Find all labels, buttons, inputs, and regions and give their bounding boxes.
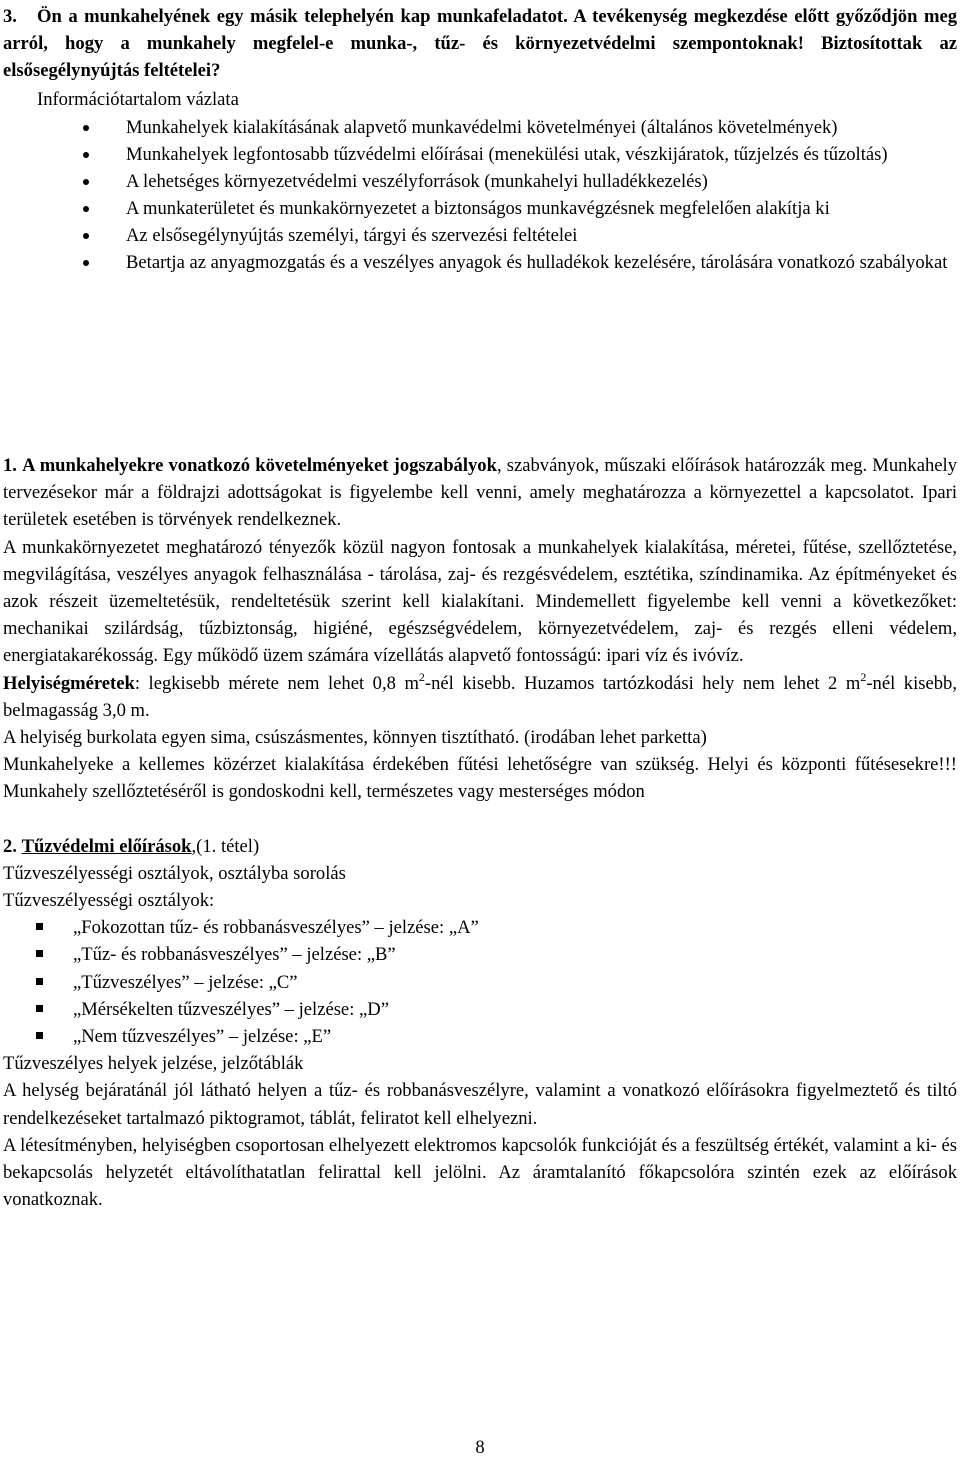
section1-paragraph2: A munkakörnyezetet meghatározó tényezők közül nagyon fontosak a munkahelyek kialakítása, méretei, fűtése, szellőztetése, megvilágítása, veszélyes anyagok felhasználása - tárolása, zaj- és rezgésvédelem, esztétika, színdinamika. Az építményeket és azok részeit üzemeltetésük, rendeltetésük szerint kell kialakítani. Mindemellett figyelembe kell venni a következőket: mechanikai szilárdság, tűzbiztonság, higiéné, egészségvédelem, környezetvédelem, zaj- és rezgés elleni védelem, energiatakarékosság. Egy működő üzem számára vízellátás alapvető fontosságú: ipari víz és ivóvíz. <box>3 536 957 667</box>
section2-title: Tűzvédelmi előírások <box>21 835 192 857</box>
outline-item: Munkahelyek kialakításának alapvető munkavédelmi követelményei (általános követelmények) <box>3 114 957 141</box>
fire-class-item: „Nem tűzveszélyes” – jelzése: „E” <box>3 1023 957 1050</box>
bullet-icon <box>83 233 89 239</box>
section1-paragraph4: A helyiség burkolata egyen sima, csúszásmentes, könnyen tisztítható. (irodában lehet parketta) <box>3 727 707 749</box>
task-number: 3. <box>3 6 17 27</box>
section1-number: 1. <box>3 455 17 476</box>
bullet-icon <box>83 125 89 131</box>
section1-bold-lead: A munkahelyekre vonatkozó követelményeket jogszabályok <box>22 455 497 476</box>
task-statement <box>3 3 957 84</box>
outline-item: A lehetséges környezetvédelmi veszélyforrások (munkahelyi hulladékkezelés) <box>3 168 957 195</box>
outline-list <box>3 114 957 276</box>
outline-item: Az elsősegélynyújtás személyi, tárgyi és szervezési feltételei <box>3 222 957 249</box>
square-bullet-icon <box>36 978 43 985</box>
bullet-icon <box>83 179 89 185</box>
page-number: 8 <box>475 1437 485 1458</box>
bullet-icon <box>83 260 89 266</box>
square-bullet-icon <box>36 923 43 930</box>
fire-class-list <box>3 914 957 1050</box>
section1-paragraph1: 1. A munkahelyekre vonatkozó követelményeket jogszabályok, szabványok, műszaki előírások határozzák meg. Munkahely tervezésekor már a földrajzi adottságokat is figyelembe kell venni, amely meghatározza a környezettel a kapcsolatot. Ipari területek esetében is törvények rendelkeznek. <box>3 455 957 531</box>
fire-class-item: „Mérsékelten tűzveszélyes” – jelzése: „D” <box>3 996 957 1023</box>
section2-heading: 2. Tűzvédelmi előírások,(1. tétel) <box>3 835 260 857</box>
room-size-label: Helyiségméretek <box>3 672 135 694</box>
outline-title: Információtartalom vázlata <box>37 89 239 110</box>
section2-number: 2. <box>3 835 17 857</box>
square-bullet-icon <box>36 1032 43 1039</box>
outline-item: Betartja az anyagmozgatás és a veszélyes anyagok és hulladékok kezelésére, tárolására vonatkozó szabályokat <box>3 249 957 276</box>
classes-intro: Tűzveszélyességi osztályok: <box>3 890 215 912</box>
switches-paragraph: A létesítményben, helyiségben csoportosan elhelyezett elektromos kapcsolók funkcióját és a feszültség értékét, valamint a ki- és bekapcsolás helyzetét eltávolíthatatlan felirattal kell jelölni. Az áramtalanító főkapcsolóra szintén ezek az előírások vonatkoznak. <box>3 1134 957 1211</box>
room-size-paragraph: Helyiségméretek: legkisebb mérete nem lehet 0,8 $m^2$-nél kisebb. Huzamos tartózkodási hely nem lehet 2 $m^2$-nél kisebb, belmagasság 3,0 m. <box>3 669 957 721</box>
outline-item: Munkahelyek legfontosabb tűzvédelmi előírásai (menekülési utak, vészkijáratok, tűzjelzés és tűzoltás) <box>3 141 957 168</box>
section1-paragraph5: Munkahelyeke a kellemes közérzet kialakítása érdekében fűtési lehetőségre van szükség. Helyi és központi fűtésesekre!!! Munkahely szellőztetéséről is gondoskodni kell, természetes vagy mesterséges módon <box>3 754 957 803</box>
fire-class-item: „Tűz- és robbanásveszélyes” – jelzése: „B” <box>3 941 957 968</box>
main-content <box>3 452 957 1213</box>
task-text: Ön a munkahelyének egy másik telephelyén kap munkafeladatot. A tevékenység megkezdése előtt győződjön meg arról, hogy a munkahely megfelel-e munka-, tűz- és környezetvédelmi szempontoknak! Biztosítottak az elsősegélynyújtás feltételei? <box>3 6 957 81</box>
signs-paragraph: A helység bejáratánál jól látható helyen a tűz- és robbanásveszélyre, valamint a vonatkozó előírásokra figyelmeztető és tiltó rendelkezéseket tartalmazó piktogramot, táblát, feliratot kell elhelyezni. <box>3 1080 957 1129</box>
square-bullet-icon <box>36 1005 43 1012</box>
fire-class-item: „Fokozottan tűz- és robbanásveszélyes” – jelzése: „A” <box>3 914 957 941</box>
classification-line: Tűzveszélyességi osztályok, osztályba sorolás <box>3 862 346 884</box>
bullet-icon <box>83 206 89 212</box>
square-bullet-icon <box>36 950 43 957</box>
fire-class-item: „Tűzveszélyes” – jelzése: „C” <box>3 969 957 996</box>
outline-item: A munkaterületet és munkakörnyezetet a biztonságos munkavégzésnek megfelelően alakítja ki <box>3 195 957 222</box>
bullet-icon <box>83 152 89 158</box>
signs-heading: Tűzveszélyes helyek jelzése, jelzőtáblák <box>3 1053 304 1075</box>
